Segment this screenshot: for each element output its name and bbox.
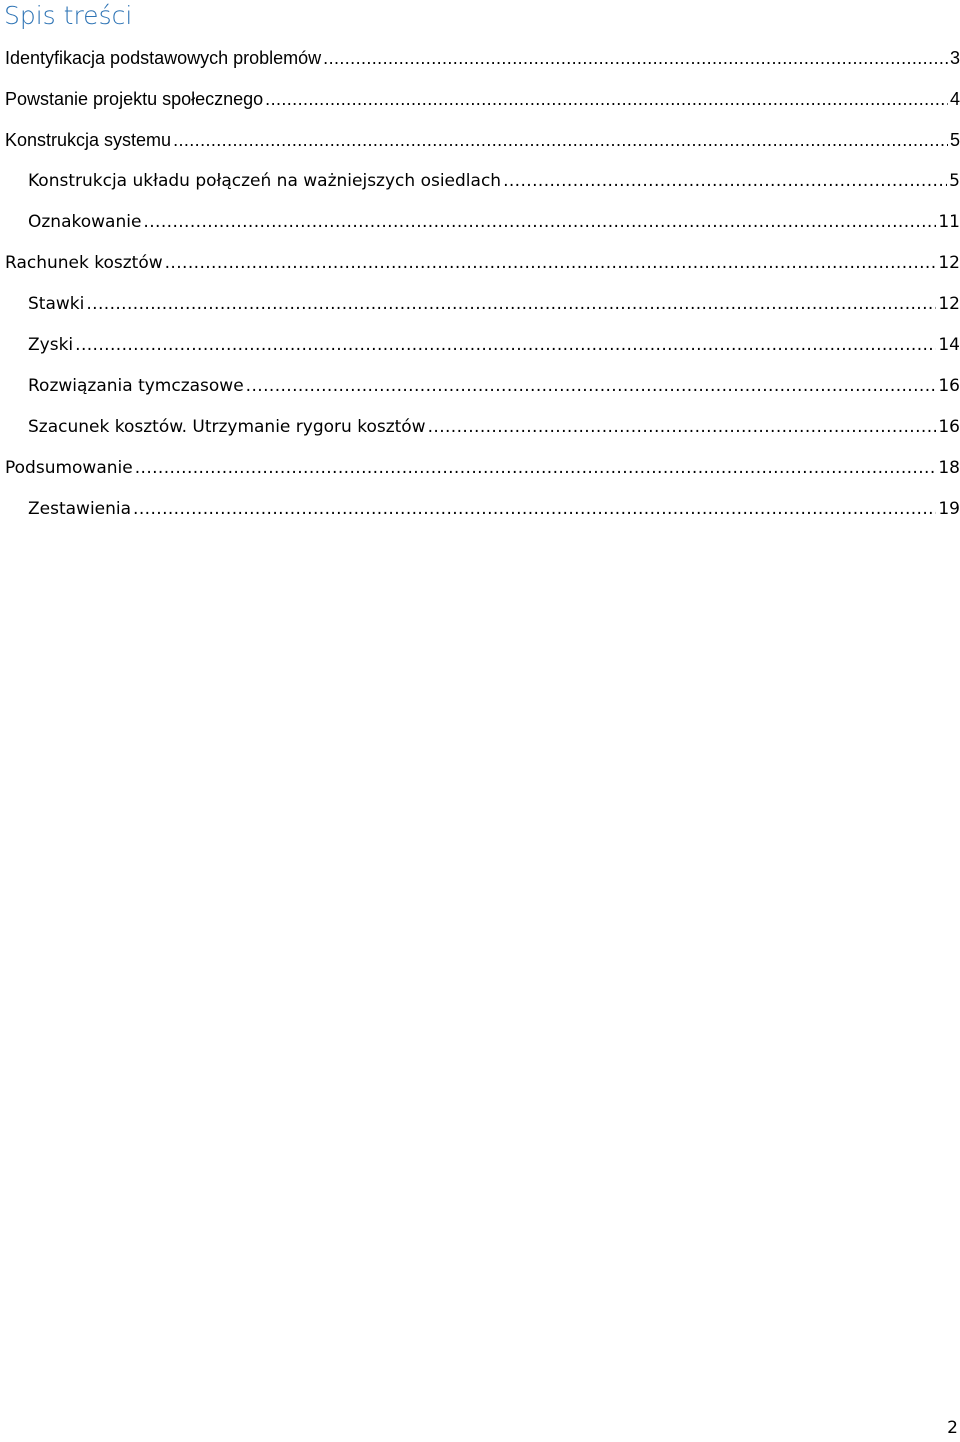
toc-dot-leader xyxy=(135,456,937,480)
toc-entry-label: Szacunek kosztów. Utrzymanie rygoru kosztów xyxy=(28,417,426,437)
toc-dot-leader xyxy=(86,292,936,316)
toc-entry-stawki[interactable] xyxy=(28,282,960,316)
toc-dot-leader xyxy=(173,128,948,152)
toc-entry-zyski[interactable] xyxy=(28,323,960,357)
toc-entry-page: 14 xyxy=(938,335,960,355)
toc-entry-podsumowanie[interactable] xyxy=(5,446,960,480)
toc-entry-rozwiazania-tymczasowe[interactable] xyxy=(28,364,960,398)
toc-entry-page: 18 xyxy=(938,458,960,478)
toc-entry-label: Konstrukcja układu połączeń na ważniejszych osiedlach xyxy=(28,171,502,191)
toc-entry-page: 16 xyxy=(938,376,960,396)
toc-entry-page: 11 xyxy=(938,212,960,232)
toc-entry-label: Zyski xyxy=(28,335,74,355)
toc-entry-label: Konstrukcja systemu xyxy=(5,130,172,150)
toc-entry-page: 5 xyxy=(949,171,960,191)
toc-dot-leader xyxy=(428,415,937,439)
toc-entry-page: 3 xyxy=(949,48,960,68)
toc-entry-page: 5 xyxy=(949,130,960,150)
toc-dot-leader xyxy=(133,497,936,521)
toc-entry-oznakowanie[interactable] xyxy=(28,200,960,234)
toc-dot-leader xyxy=(323,46,948,70)
toc-entry-zestawienia[interactable] xyxy=(28,487,960,521)
toc-entry-uklad-polaczen[interactable] xyxy=(28,159,960,193)
toc-entry-label: Rozwiązania tymczasowe xyxy=(28,376,244,396)
toc-dot-leader xyxy=(246,374,937,398)
toc-entry-label: Podsumowanie xyxy=(5,458,133,478)
toc-entry-label: Oznakowanie xyxy=(28,212,142,232)
toc-title: Spis treści xyxy=(4,1,133,30)
toc-entry-label: Powstanie projektu społecznego xyxy=(5,89,264,109)
toc-dot-leader xyxy=(75,333,936,357)
toc-dot-leader xyxy=(143,210,936,234)
toc-entry-szacunek-kosztow[interactable] xyxy=(28,405,960,439)
toc-entry-label: Stawki xyxy=(28,294,85,314)
page-number: 2 xyxy=(947,1418,958,1438)
toc-dot-leader xyxy=(503,169,947,193)
toc-entry-powstanie[interactable] xyxy=(5,77,960,111)
toc-entry-page: 16 xyxy=(938,417,960,437)
toc-entry-konstrukcja-systemu[interactable] xyxy=(5,118,960,152)
toc-entry-label: Identyfikacja podstawowych problemów xyxy=(5,48,322,68)
toc-entry-page: 12 xyxy=(938,294,960,314)
toc-entry-page: 4 xyxy=(949,89,960,109)
toc-entry-label: Zestawienia xyxy=(28,499,132,519)
toc-dot-leader xyxy=(265,87,948,111)
toc-dot-leader xyxy=(165,251,937,275)
toc-entry-identyfikacja[interactable] xyxy=(5,36,960,70)
toc-entry-page: 19 xyxy=(938,499,960,519)
toc-entry-label: Rachunek kosztów xyxy=(5,253,163,273)
toc-entry-page: 12 xyxy=(938,253,960,273)
toc-entry-rachunek-kosztow[interactable] xyxy=(5,241,960,275)
